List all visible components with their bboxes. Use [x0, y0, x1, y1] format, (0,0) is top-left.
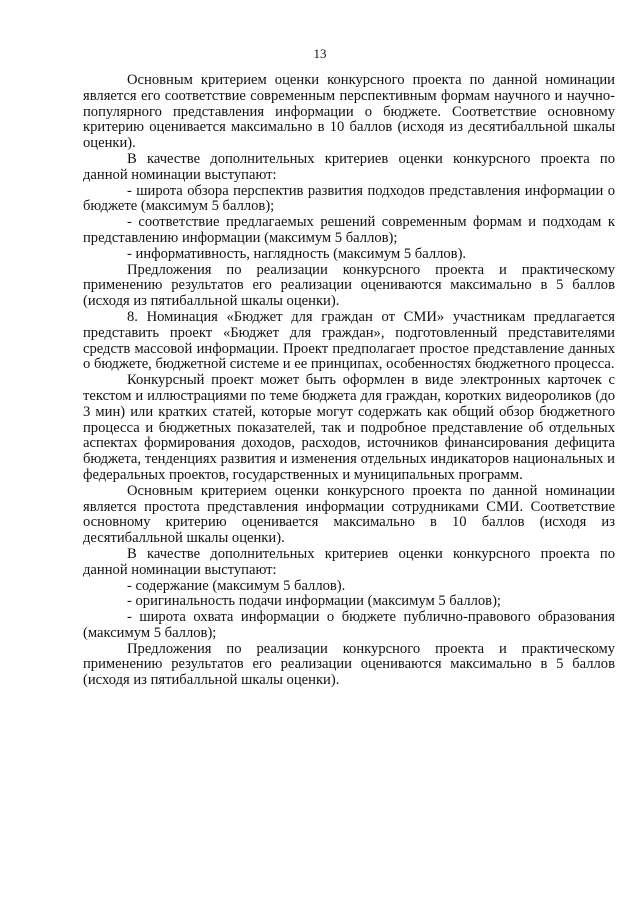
paragraph-5: Основным критерием оценки конкурсного проекта по данной номинации является простота представления информации сотрудниками СМИ. Соответствие основному критерию оценивается максимально в 10 баллов (исходя из десятибалльной шкалы оценки).: [83, 482, 615, 547]
paragraph-4: Конкурсный проект может быть оформлен в виде электронных карточек с текстом и иллюстрациями по теме бюджета для граждан, коротких видеороликов (до 3 мин) или кратких статей, которые могут содержать как общий обзор бюджетного процесса и бюджетных показателей, так и подробное представление об отдельных аспектах формирования доходов, расходов, источников финансирования дефицита бюджета, тенденциях развития и изменения отдельных индикаторов национальных и федеральных проектов, государственных и муниципальных программ.: [83, 372, 615, 483]
paragraph-2: В качестве дополнительных критериев оценки конкурсного проекта по данной номинации выступают:: [83, 150, 615, 183]
list-item-6: - широта охвата информации о бюджете публично-правового образования (максимум 5 баллов);: [83, 609, 615, 641]
list-item-1: - широта обзора перспектив развития подходов представления информации о бюджете (максимум 5 баллов);: [83, 182, 615, 215]
list-item-2: - соответствие предлагаемых решений современным формам и подходам к представлению информации (максимум 5 баллов);: [83, 214, 615, 246]
paragraph-7: Предложения по реализации конкурсного проекта и практическому применению результатов его реализации оцениваются максимально в 5 баллов (исходя из пятибалльной шкалы оценки).: [83, 640, 615, 689]
paragraph-1: Основным критерием оценки конкурсного проекта по данной номинации является его соответствие современным перспективным формам научного и научно-популярного представления информации о бюджете. Соответствие основному критерию оценивается максимально в 10 баллов (исходя из десятибалльной шкалы оценки).: [83, 72, 615, 152]
page-number: 13: [313, 46, 327, 61]
paragraph-3: Предложения по реализации конкурсного проекта и практическому применению результатов его реализации оцениваются максимально в 5 баллов (исходя из пятибалльной шкалы оценки).: [83, 261, 615, 310]
paragraph-6: В качестве дополнительных критериев оценки конкурсного проекта по данной номинации выступают:: [83, 545, 615, 578]
list-item-4: - содержание (максимум 5 баллов).: [127, 577, 346, 594]
document-body: [83, 73, 615, 689]
paragraph-nomination-8: 8. Номинация «Бюджет для граждан от СМИ» участникам предлагается представить проект «Бюджет для граждан», подготовленный представителями средств массовой информации. Проект предполагает простое представление данных о бюджете, бюджетной системе и ее принципах, особенностях бюджетного процесса.: [83, 308, 615, 373]
list-item-3: - информативность, наглядность (максимум 5 баллов).: [127, 245, 467, 262]
list-item-5: - оригинальность подачи информации (максимум 5 баллов);: [127, 593, 501, 610]
